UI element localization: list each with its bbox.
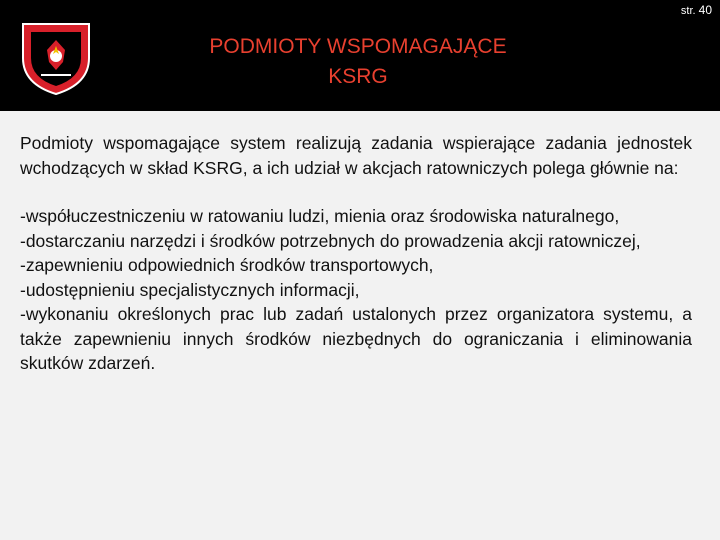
header-bar <box>0 0 720 111</box>
list-item: -zapewnieniu odpowiednich środków transportowych, <box>20 255 434 275</box>
list-item: -wykonaniu określonych prac lub zadań ustalonych przez organizatora systemu, a także zapewnieniu innych środków niezbędnych do ograniczania i eliminowania skutków zdarzeń. <box>20 304 692 373</box>
page-number <box>681 3 712 17</box>
page-title <box>150 32 566 92</box>
list-item: -dostarczaniu narzędzi i środków potrzebnych do prowadzenia akcji ratowniczej, <box>20 230 641 251</box>
intro-paragraph: Podmioty wspomagające system realizują zadania wspierające zadania jednostek wchodzących w skład KSRG, a ich udział w akcjach ratowniczych polega głównie na: <box>20 133 692 178</box>
list-item: -współuczestniczeniu w ratowaniu ludzi, mienia oraz środowiska naturalnego, <box>20 206 620 226</box>
fire-brigade-shield-icon <box>17 18 95 96</box>
task-list <box>20 204 692 376</box>
list-item: -udostępnieniu specjalistycznych informacji, <box>20 279 360 300</box>
page-title-line1: PODMIOTY WSPOMAGAJĄCE <box>209 35 507 58</box>
page-number-value: 40 <box>698 3 712 17</box>
page-number-label: str. <box>680 5 696 17</box>
content-body <box>20 131 692 376</box>
page-title-line2: KSRG <box>328 65 388 88</box>
